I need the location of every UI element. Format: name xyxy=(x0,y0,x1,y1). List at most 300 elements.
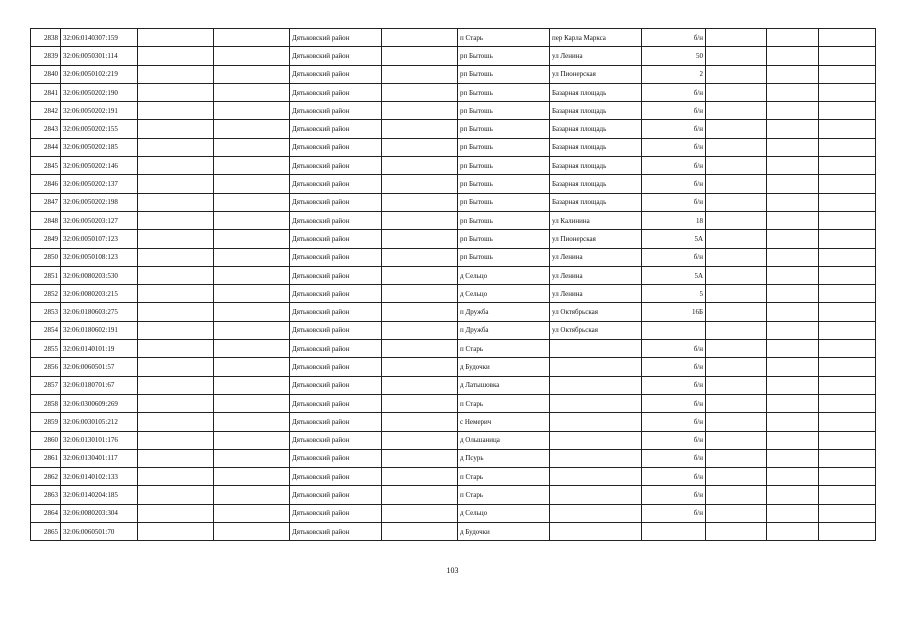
empty-cell xyxy=(138,504,214,522)
district: Дятьковский район xyxy=(290,340,382,358)
empty-cell xyxy=(819,138,876,156)
street: Базарная площадь xyxy=(550,83,642,101)
house-number xyxy=(642,321,706,339)
district: Дятьковский район xyxy=(290,486,382,504)
empty-cell xyxy=(706,83,767,101)
locality: п Старь xyxy=(458,29,550,47)
row-number: 2838 xyxy=(31,29,61,47)
empty-cell xyxy=(767,504,819,522)
locality: рп Бытошь xyxy=(458,102,550,120)
street xyxy=(550,504,642,522)
street: Базарная площадь xyxy=(550,157,642,175)
row-number: 2844 xyxy=(31,138,61,156)
house-number: б/н xyxy=(642,340,706,358)
empty-cell xyxy=(138,83,214,101)
empty-cell xyxy=(767,394,819,412)
house-number: б/н xyxy=(642,413,706,431)
empty-cell xyxy=(706,431,767,449)
locality: рп Бытошь xyxy=(458,47,550,65)
row-number: 2859 xyxy=(31,413,61,431)
empty-cell xyxy=(819,193,876,211)
empty-cell xyxy=(767,65,819,83)
cadastral-number: 32:06:0060501:57 xyxy=(61,358,138,376)
empty-cell xyxy=(138,340,214,358)
table-row xyxy=(31,102,876,120)
district: Дятьковский район xyxy=(290,394,382,412)
empty-cell xyxy=(706,413,767,431)
street xyxy=(550,413,642,431)
locality: рп Бытошь xyxy=(458,175,550,193)
empty-cell xyxy=(767,83,819,101)
cadastral-number: 32:06:0130101:176 xyxy=(61,431,138,449)
empty-cell xyxy=(382,157,458,175)
locality: д Сельцо xyxy=(458,504,550,522)
street xyxy=(550,358,642,376)
cadastral-number: 32:06:0060501:70 xyxy=(61,523,138,541)
empty-cell xyxy=(706,65,767,83)
cadastral-number: 32:06:0140102:133 xyxy=(61,468,138,486)
empty-cell xyxy=(819,358,876,376)
locality: д Будочки xyxy=(458,358,550,376)
empty-cell xyxy=(138,120,214,138)
locality: рп Бытошь xyxy=(458,211,550,229)
district: Дятьковский район xyxy=(290,358,382,376)
empty-cell xyxy=(767,266,819,284)
table-row xyxy=(31,358,876,376)
cadastral-number: 32:06:0180602:191 xyxy=(61,321,138,339)
table-row xyxy=(31,486,876,504)
empty-cell xyxy=(382,285,458,303)
street xyxy=(550,449,642,467)
empty-cell xyxy=(382,486,458,504)
house-number: б/н xyxy=(642,102,706,120)
empty-cell xyxy=(767,321,819,339)
empty-cell xyxy=(138,230,214,248)
cadastral-number: 32:06:0050108:123 xyxy=(61,248,138,266)
empty-cell xyxy=(214,376,290,394)
locality: рп Бытошь xyxy=(458,193,550,211)
table-row xyxy=(31,248,876,266)
table-row xyxy=(31,504,876,522)
empty-cell xyxy=(214,449,290,467)
district: Дятьковский район xyxy=(290,431,382,449)
empty-cell xyxy=(767,413,819,431)
empty-cell xyxy=(138,102,214,120)
empty-cell xyxy=(138,65,214,83)
house-number: 18 xyxy=(642,211,706,229)
empty-cell xyxy=(138,138,214,156)
district: Дятьковский район xyxy=(290,175,382,193)
empty-cell xyxy=(138,394,214,412)
empty-cell xyxy=(382,523,458,541)
cadastral-number: 32:06:0180701:67 xyxy=(61,376,138,394)
street: ул Ленина xyxy=(550,248,642,266)
empty-cell xyxy=(767,47,819,65)
row-number: 2852 xyxy=(31,285,61,303)
empty-cell xyxy=(138,47,214,65)
empty-cell xyxy=(819,248,876,266)
empty-cell xyxy=(138,449,214,467)
empty-cell xyxy=(819,468,876,486)
row-number: 2865 xyxy=(31,523,61,541)
district: Дятьковский район xyxy=(290,157,382,175)
locality: п Дружба xyxy=(458,303,550,321)
empty-cell xyxy=(214,303,290,321)
locality: д Будочки xyxy=(458,523,550,541)
row-number: 2846 xyxy=(31,175,61,193)
locality: д Псурь xyxy=(458,449,550,467)
table-row xyxy=(31,157,876,175)
empty-cell xyxy=(214,285,290,303)
empty-cell xyxy=(382,230,458,248)
cadastral-number: 32:06:0030105:212 xyxy=(61,413,138,431)
empty-cell xyxy=(767,303,819,321)
cadastral-number: 32:06:0140101:19 xyxy=(61,340,138,358)
table-row xyxy=(31,340,876,358)
empty-cell xyxy=(214,175,290,193)
table-row xyxy=(31,431,876,449)
empty-cell xyxy=(819,47,876,65)
street xyxy=(550,523,642,541)
empty-cell xyxy=(767,523,819,541)
empty-cell xyxy=(138,376,214,394)
house-number xyxy=(642,523,706,541)
district: Дятьковский район xyxy=(290,47,382,65)
empty-cell xyxy=(819,285,876,303)
row-number: 2863 xyxy=(31,486,61,504)
house-number: б/н xyxy=(642,138,706,156)
row-number: 2839 xyxy=(31,47,61,65)
house-number: б/н xyxy=(642,29,706,47)
empty-cell xyxy=(214,413,290,431)
house-number: б/н xyxy=(642,193,706,211)
empty-cell xyxy=(706,266,767,284)
locality: с Немерич xyxy=(458,413,550,431)
empty-cell xyxy=(138,248,214,266)
empty-cell xyxy=(706,376,767,394)
empty-cell xyxy=(767,230,819,248)
empty-cell xyxy=(138,29,214,47)
empty-cell xyxy=(214,102,290,120)
district: Дятьковский район xyxy=(290,523,382,541)
street xyxy=(550,376,642,394)
cadastral-number: 32:06:0050301:114 xyxy=(61,47,138,65)
empty-cell xyxy=(819,211,876,229)
empty-cell xyxy=(819,431,876,449)
empty-cell xyxy=(214,340,290,358)
locality: рп Бытошь xyxy=(458,230,550,248)
district: Дятьковский район xyxy=(290,83,382,101)
street: Базарная площадь xyxy=(550,120,642,138)
empty-cell xyxy=(382,468,458,486)
empty-cell xyxy=(382,102,458,120)
empty-cell xyxy=(382,321,458,339)
empty-cell xyxy=(382,65,458,83)
empty-cell xyxy=(214,468,290,486)
row-number: 2840 xyxy=(31,65,61,83)
table-row xyxy=(31,120,876,138)
table-row xyxy=(31,285,876,303)
district: Дятьковский район xyxy=(290,65,382,83)
empty-cell xyxy=(767,358,819,376)
empty-cell xyxy=(767,468,819,486)
empty-cell xyxy=(214,358,290,376)
empty-cell xyxy=(214,230,290,248)
empty-cell xyxy=(706,394,767,412)
table-row xyxy=(31,523,876,541)
cadastral-number: 32:06:0050107:123 xyxy=(61,230,138,248)
cadastral-number: 32:06:0080203:215 xyxy=(61,285,138,303)
empty-cell xyxy=(706,504,767,522)
row-number: 2857 xyxy=(31,376,61,394)
empty-cell xyxy=(819,486,876,504)
house-number: б/н xyxy=(642,175,706,193)
locality: д Ольшаница xyxy=(458,431,550,449)
page-number: 103 xyxy=(446,566,459,575)
table-row xyxy=(31,193,876,211)
district: Дятьковский район xyxy=(290,413,382,431)
empty-cell xyxy=(706,340,767,358)
empty-cell xyxy=(138,266,214,284)
empty-cell xyxy=(767,486,819,504)
empty-cell xyxy=(767,120,819,138)
empty-cell xyxy=(214,138,290,156)
empty-cell xyxy=(382,394,458,412)
house-number: б/н xyxy=(642,248,706,266)
empty-cell xyxy=(382,376,458,394)
empty-cell xyxy=(819,65,876,83)
empty-cell xyxy=(819,504,876,522)
row-number: 2854 xyxy=(31,321,61,339)
cadastral-number: 32:06:0180603:275 xyxy=(61,303,138,321)
empty-cell xyxy=(706,358,767,376)
table-row xyxy=(31,394,876,412)
empty-cell xyxy=(138,431,214,449)
empty-cell xyxy=(382,431,458,449)
street: Базарная площадь xyxy=(550,102,642,120)
empty-cell xyxy=(706,47,767,65)
locality: п Старь xyxy=(458,486,550,504)
row-number: 2858 xyxy=(31,394,61,412)
empty-cell xyxy=(767,29,819,47)
district: Дятьковский район xyxy=(290,266,382,284)
district: Дятьковский район xyxy=(290,285,382,303)
house-number: б/н xyxy=(642,504,706,522)
empty-cell xyxy=(706,193,767,211)
street: Базарная площадь xyxy=(550,175,642,193)
street: ул Ленина xyxy=(550,47,642,65)
table-row xyxy=(31,29,876,47)
empty-cell xyxy=(382,120,458,138)
empty-cell xyxy=(819,230,876,248)
table-row xyxy=(31,230,876,248)
house-number: б/н xyxy=(642,468,706,486)
empty-cell xyxy=(382,303,458,321)
street: пер Карла Маркса xyxy=(550,29,642,47)
empty-cell xyxy=(819,303,876,321)
empty-cell xyxy=(767,211,819,229)
empty-cell xyxy=(138,211,214,229)
empty-cell xyxy=(138,486,214,504)
empty-cell xyxy=(214,157,290,175)
empty-cell xyxy=(138,523,214,541)
empty-cell xyxy=(706,321,767,339)
house-number: 5А xyxy=(642,266,706,284)
empty-cell xyxy=(706,175,767,193)
cadastral-number: 32:06:0050202:137 xyxy=(61,175,138,193)
row-number: 2850 xyxy=(31,248,61,266)
house-number: б/н xyxy=(642,486,706,504)
empty-cell xyxy=(382,83,458,101)
empty-cell xyxy=(767,175,819,193)
empty-cell xyxy=(767,431,819,449)
cadastral-number: 32:06:0130401:117 xyxy=(61,449,138,467)
cadastral-number: 32:06:0050202:191 xyxy=(61,102,138,120)
empty-cell xyxy=(767,376,819,394)
empty-cell xyxy=(382,358,458,376)
table-row xyxy=(31,65,876,83)
district: Дятьковский район xyxy=(290,193,382,211)
empty-cell xyxy=(214,321,290,339)
cadastral-number: 32:06:0050202:185 xyxy=(61,138,138,156)
empty-cell xyxy=(706,29,767,47)
row-number: 2841 xyxy=(31,83,61,101)
empty-cell xyxy=(819,376,876,394)
empty-cell xyxy=(767,102,819,120)
house-number: б/н xyxy=(642,120,706,138)
district: Дятьковский район xyxy=(290,376,382,394)
row-number: 2855 xyxy=(31,340,61,358)
house-number: б/н xyxy=(642,376,706,394)
empty-cell xyxy=(382,29,458,47)
row-number: 2847 xyxy=(31,193,61,211)
district: Дятьковский район xyxy=(290,102,382,120)
empty-cell xyxy=(819,83,876,101)
empty-cell xyxy=(819,321,876,339)
empty-cell xyxy=(819,413,876,431)
street: ул Ленина xyxy=(550,266,642,284)
empty-cell xyxy=(214,211,290,229)
table-row xyxy=(31,47,876,65)
locality: рп Бытошь xyxy=(458,83,550,101)
row-number: 2856 xyxy=(31,358,61,376)
empty-cell xyxy=(138,321,214,339)
empty-cell xyxy=(214,120,290,138)
cadastral-number: 32:06:0300609:269 xyxy=(61,394,138,412)
empty-cell xyxy=(767,138,819,156)
street: ул Ленина xyxy=(550,285,642,303)
empty-cell xyxy=(214,523,290,541)
row-number: 2864 xyxy=(31,504,61,522)
house-number: б/н xyxy=(642,449,706,467)
row-number: 2842 xyxy=(31,102,61,120)
empty-cell xyxy=(382,175,458,193)
table-row xyxy=(31,303,876,321)
street xyxy=(550,431,642,449)
table-row xyxy=(31,138,876,156)
table-row xyxy=(31,468,876,486)
house-number: 16Б xyxy=(642,303,706,321)
district: Дятьковский район xyxy=(290,230,382,248)
street: ул Октябрьская xyxy=(550,303,642,321)
empty-cell xyxy=(706,230,767,248)
district: Дятьковский район xyxy=(290,248,382,266)
house-number: б/н xyxy=(642,83,706,101)
empty-cell xyxy=(819,523,876,541)
cadastral-number: 32:06:0050203:127 xyxy=(61,211,138,229)
locality: рп Бытошь xyxy=(458,138,550,156)
empty-cell xyxy=(767,449,819,467)
cadastral-number: 32:06:0080203:304 xyxy=(61,504,138,522)
row-number: 2853 xyxy=(31,303,61,321)
empty-cell xyxy=(382,47,458,65)
row-number: 2862 xyxy=(31,468,61,486)
empty-cell xyxy=(138,468,214,486)
empty-cell xyxy=(382,193,458,211)
locality: п Старь xyxy=(458,340,550,358)
empty-cell xyxy=(382,504,458,522)
house-number: 2 xyxy=(642,65,706,83)
table-row xyxy=(31,175,876,193)
empty-cell xyxy=(138,285,214,303)
empty-cell xyxy=(819,340,876,358)
cadastral-number: 32:06:0080203:530 xyxy=(61,266,138,284)
house-number: 5 xyxy=(642,285,706,303)
empty-cell xyxy=(214,29,290,47)
empty-cell xyxy=(706,138,767,156)
district: Дятьковский район xyxy=(290,468,382,486)
empty-cell xyxy=(706,523,767,541)
empty-cell xyxy=(819,449,876,467)
empty-cell xyxy=(214,266,290,284)
empty-cell xyxy=(706,157,767,175)
street: ул Пионерская xyxy=(550,230,642,248)
house-number: 50 xyxy=(642,47,706,65)
locality: рп Бытошь xyxy=(458,157,550,175)
empty-cell xyxy=(382,138,458,156)
district: Дятьковский район xyxy=(290,138,382,156)
street xyxy=(550,486,642,504)
empty-cell xyxy=(819,175,876,193)
empty-cell xyxy=(138,193,214,211)
street: ул Октябрьская xyxy=(550,321,642,339)
cadastral-number: 32:06:0140204:185 xyxy=(61,486,138,504)
empty-cell xyxy=(382,211,458,229)
empty-cell xyxy=(214,486,290,504)
locality: п Старь xyxy=(458,468,550,486)
street: Базарная площадь xyxy=(550,138,642,156)
empty-cell xyxy=(767,285,819,303)
cadastral-number: 32:06:0050102:219 xyxy=(61,65,138,83)
row-number: 2860 xyxy=(31,431,61,449)
district: Дятьковский район xyxy=(290,211,382,229)
street: ул Калинина xyxy=(550,211,642,229)
empty-cell xyxy=(138,413,214,431)
table-row xyxy=(31,211,876,229)
empty-cell xyxy=(819,157,876,175)
house-number: б/н xyxy=(642,358,706,376)
empty-cell xyxy=(382,266,458,284)
district: Дятьковский район xyxy=(290,321,382,339)
empty-cell xyxy=(382,340,458,358)
empty-cell xyxy=(706,486,767,504)
empty-cell xyxy=(819,266,876,284)
locality: п Дружба xyxy=(458,321,550,339)
property-table xyxy=(30,28,876,541)
street: ул Пионерская xyxy=(550,65,642,83)
locality: д Сельцо xyxy=(458,266,550,284)
empty-cell xyxy=(706,468,767,486)
